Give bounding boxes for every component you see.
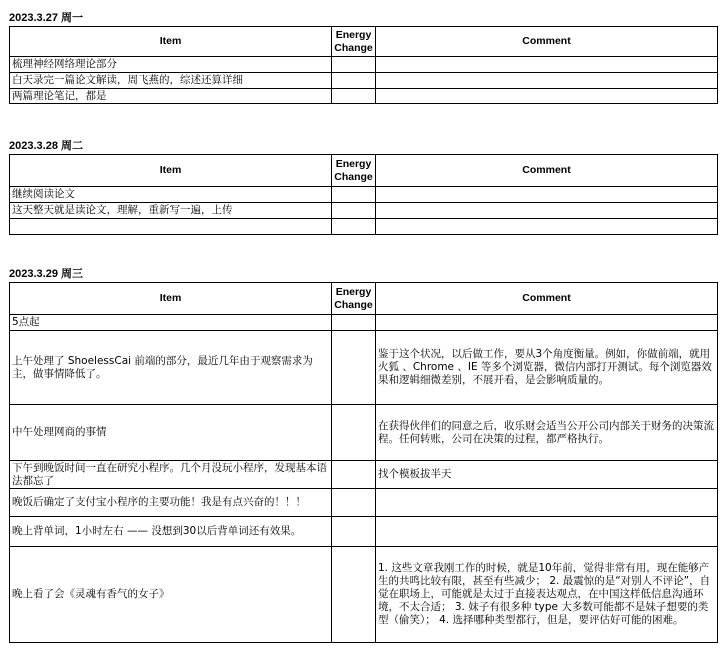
comment-cell[interactable]: 找个模板拔半天	[376, 461, 718, 489]
header-row	[10, 27, 718, 57]
item-header: Item	[10, 283, 332, 315]
item-cell[interactable]: 上午处理了 ShoelessCai 前端的部分，最近几年由于观察需求为主，做事情降低了。	[10, 331, 332, 405]
energy-header: Energy Change	[332, 155, 376, 187]
energy-cell[interactable]	[332, 517, 376, 547]
table-row	[10, 203, 718, 219]
item-cell[interactable]: 这天整天就是读论文，理解，重新写一遍，上传	[10, 203, 332, 219]
comment-cell[interactable]	[376, 315, 718, 331]
energy-cell[interactable]	[332, 489, 376, 517]
item-cell[interactable]: 晚上看了会《灵魂有香气的女子》	[10, 547, 332, 643]
item-cell[interactable]: 继续阅读论文	[10, 187, 332, 203]
day-table	[9, 26, 718, 104]
table-row	[10, 405, 718, 461]
comment-cell[interactable]	[376, 57, 718, 73]
item-cell[interactable]: 晚饭后确定了支付宝小程序的主要功能！我是有点兴奋的！！！	[10, 489, 332, 517]
comment-header: Comment	[376, 27, 718, 57]
energy-cell[interactable]	[332, 547, 376, 643]
item-cell[interactable]: 5点起	[10, 315, 332, 331]
table-row	[10, 187, 718, 203]
comment-cell[interactable]	[376, 73, 718, 89]
header-row	[10, 283, 718, 315]
comment-cell[interactable]	[376, 517, 718, 547]
item-cell[interactable]: 白天录完一篇论文解读，周飞燕的，综述还算详细	[10, 73, 332, 89]
item-header: Item	[10, 155, 332, 187]
table-row	[10, 517, 718, 547]
comment-cell[interactable]: 在获得伙伴们的同意之后，收乐财会适当公开公司内部关于财务的决策流程。任何转账，公司在决策的过程，都严格执行。	[376, 405, 718, 461]
energy-cell[interactable]	[332, 219, 376, 235]
comment-cell[interactable]	[376, 489, 718, 517]
item-cell[interactable]: 梳理神经网络理论部分	[10, 57, 332, 73]
table-row	[10, 489, 718, 517]
date-heading: 2023.3.27 周一	[9, 12, 83, 24]
table-row	[10, 219, 718, 235]
table-row	[10, 461, 718, 489]
day-table	[9, 282, 718, 643]
comment-cell[interactable]: 1. 这些文章我刚工作的时候，就是10年前，觉得非常有用，现在能够产生的共鸣比较有限，甚至有些减少； 2. 最震惊的是“对别人不评论”，自觉在职场上，可能就是太过于直接表达观点，在中国这样低信息沟通环境，不太合适； 3. 妹子有很多种 type 大多数可能都不是妹子想要的类型（偷笑）； 4. 选择哪种类型都行，但是，要评估好可能的困难。	[376, 547, 718, 643]
energy-cell[interactable]	[332, 187, 376, 203]
energy-cell[interactable]	[332, 203, 376, 219]
energy-cell[interactable]	[332, 405, 376, 461]
item-cell[interactable]: 下午到晚饭时间一直在研究小程序。几个月没玩小程序，发现基本语法都忘了	[10, 461, 332, 489]
energy-cell[interactable]	[332, 89, 376, 104]
energy-header: Energy Change	[332, 283, 376, 315]
energy-header: Energy Change	[332, 27, 376, 57]
table-row	[10, 547, 718, 643]
table-row	[10, 73, 718, 89]
date-heading: 2023.3.28 周二	[9, 140, 83, 152]
energy-cell[interactable]	[332, 331, 376, 405]
table-row	[10, 57, 718, 73]
date-heading: 2023.3.29 周三	[9, 268, 83, 280]
comment-cell[interactable]	[376, 203, 718, 219]
comment-cell[interactable]	[376, 219, 718, 235]
comment-cell[interactable]	[376, 187, 718, 203]
comment-cell[interactable]: 鉴于这个状况，以后做工作，要从3个角度衡量。例如，你做前端，就用 火狐 、Chrome 、IE 等多个浏览器，微信内部打开测试。每个浏览器效果和逻辑细微差别，不展开看，是会影响质量的。	[376, 331, 718, 405]
table-row	[10, 89, 718, 104]
energy-cell[interactable]	[332, 73, 376, 89]
energy-cell[interactable]	[332, 315, 376, 331]
day-table	[9, 154, 718, 235]
energy-cell[interactable]	[332, 57, 376, 73]
item-cell[interactable]: 晚上背单词，1小时左右 —— 没想到30以后背单词还有效果。	[10, 517, 332, 547]
comment-header: Comment	[376, 155, 718, 187]
item-header: Item	[10, 27, 332, 57]
comment-cell[interactable]	[376, 89, 718, 104]
table-row	[10, 331, 718, 405]
table-row	[10, 315, 718, 331]
comment-header: Comment	[376, 283, 718, 315]
item-cell[interactable]: 两篇理论笔记，都是	[10, 89, 332, 104]
header-row	[10, 155, 718, 187]
item-cell[interactable]: 中午处理网商的事情	[10, 405, 332, 461]
energy-cell[interactable]	[332, 461, 376, 489]
item-cell[interactable]	[10, 219, 332, 235]
